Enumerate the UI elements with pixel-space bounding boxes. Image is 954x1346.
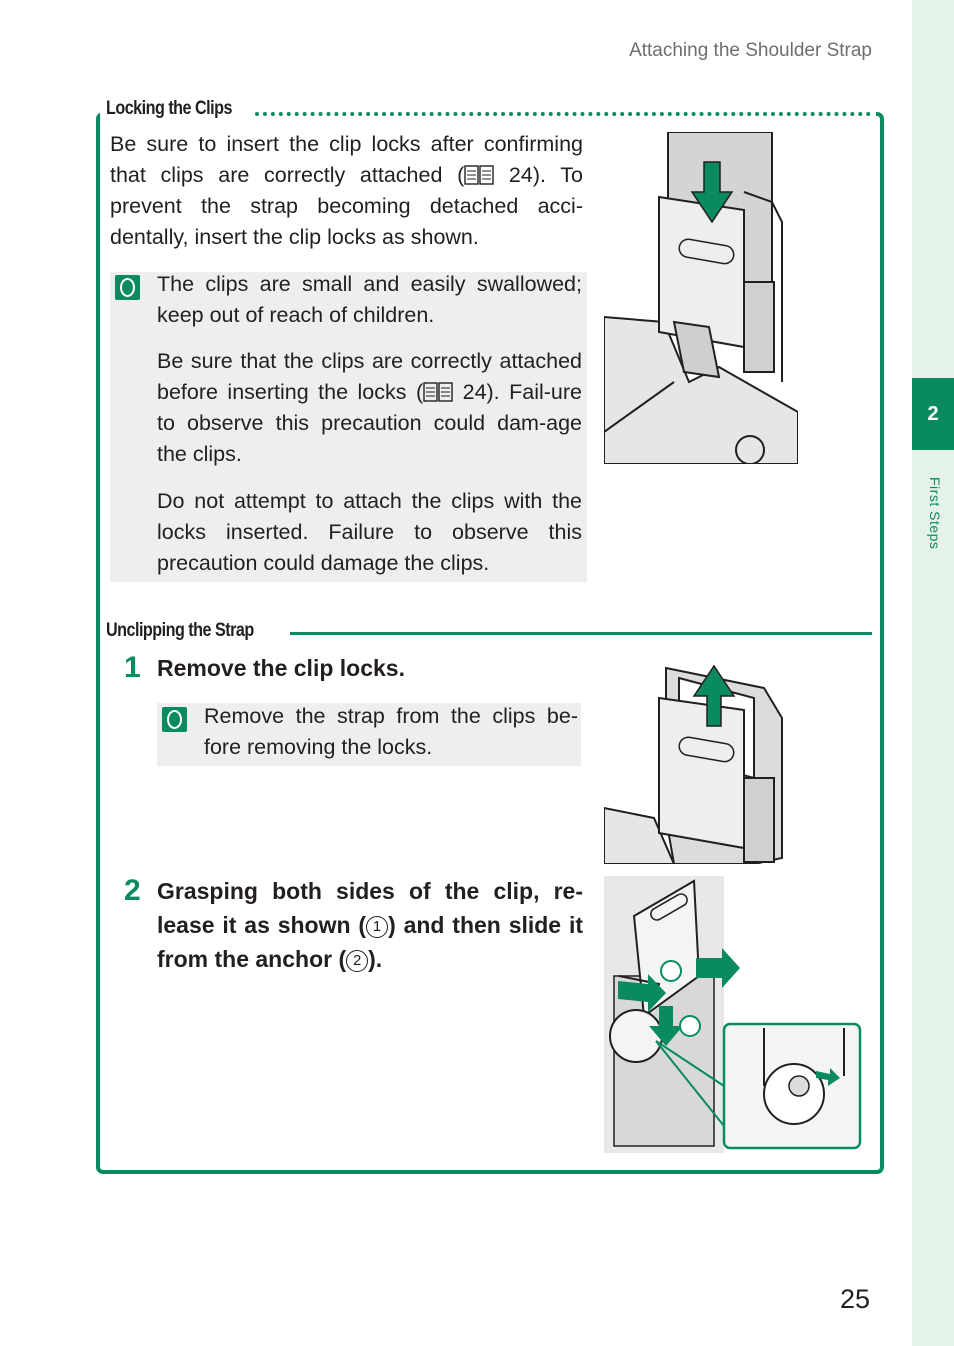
locking-intro	[110, 129, 583, 253]
step-1-title: Remove the clip locks.	[157, 655, 405, 681]
caution-icon	[162, 707, 187, 732]
chapter-label: First Steps	[927, 477, 943, 550]
book-reference-icon	[464, 165, 494, 185]
step-2-text-b: ) and then slide it from the anchor (	[157, 912, 583, 972]
illustration-release-clip	[604, 876, 862, 1153]
caution-text-swallow: The clips are small and easily swallowed; keep out of reach of children.	[157, 272, 582, 327]
caution-text-attach	[157, 346, 582, 470]
book-reference-icon	[423, 382, 453, 402]
circled-number-1: 1	[366, 916, 388, 938]
illustration-insert-lock	[604, 132, 798, 464]
chapter-sidebar	[912, 0, 954, 1346]
caution-attach-1: Be sure that the clips are correctly attached before inserting the locks (	[157, 349, 582, 404]
step-number-2: 2	[124, 874, 141, 907]
caution-attach-2: 24). Fail-ure to observe this precaution could dam-age the clips.	[157, 380, 583, 466]
step-2-text-c: ).	[368, 946, 383, 972]
illustration-remove-lock	[604, 658, 798, 864]
dotted-rule	[255, 112, 871, 120]
caution-text-remove-strap: Remove the strap from the clips be-fore removing the locks.	[204, 704, 578, 759]
circled-number-2: 2	[346, 950, 368, 972]
heading-locking-clips: Locking the Clips	[106, 98, 232, 119]
caution-icon	[115, 275, 140, 300]
page-number: 25	[840, 1284, 871, 1314]
step-2-title	[157, 874, 583, 976]
step-number-1: 1	[124, 651, 141, 684]
intro-text-1: Be sure to insert the clip locks after confirming that clips are correctly attached (	[110, 132, 583, 187]
heading-unclipping-strap: Unclipping the Strap	[106, 620, 254, 641]
chapter-number-tab: 2	[912, 378, 954, 450]
step-2-text-a: Grasping both sides of the clip, re-lease it as shown (	[157, 878, 583, 938]
running-head: Attaching the Shoulder Strap	[629, 40, 872, 61]
section-rule	[290, 632, 872, 635]
caution-text-damage: Do not attempt to attach the clips with the locks inserted. Failure to observe this precaution could damage the clips.	[157, 489, 582, 575]
intro-text-2: 24). To prevent the strap becoming detached acci-dentally, insert the clip locks as shown.	[110, 163, 583, 249]
